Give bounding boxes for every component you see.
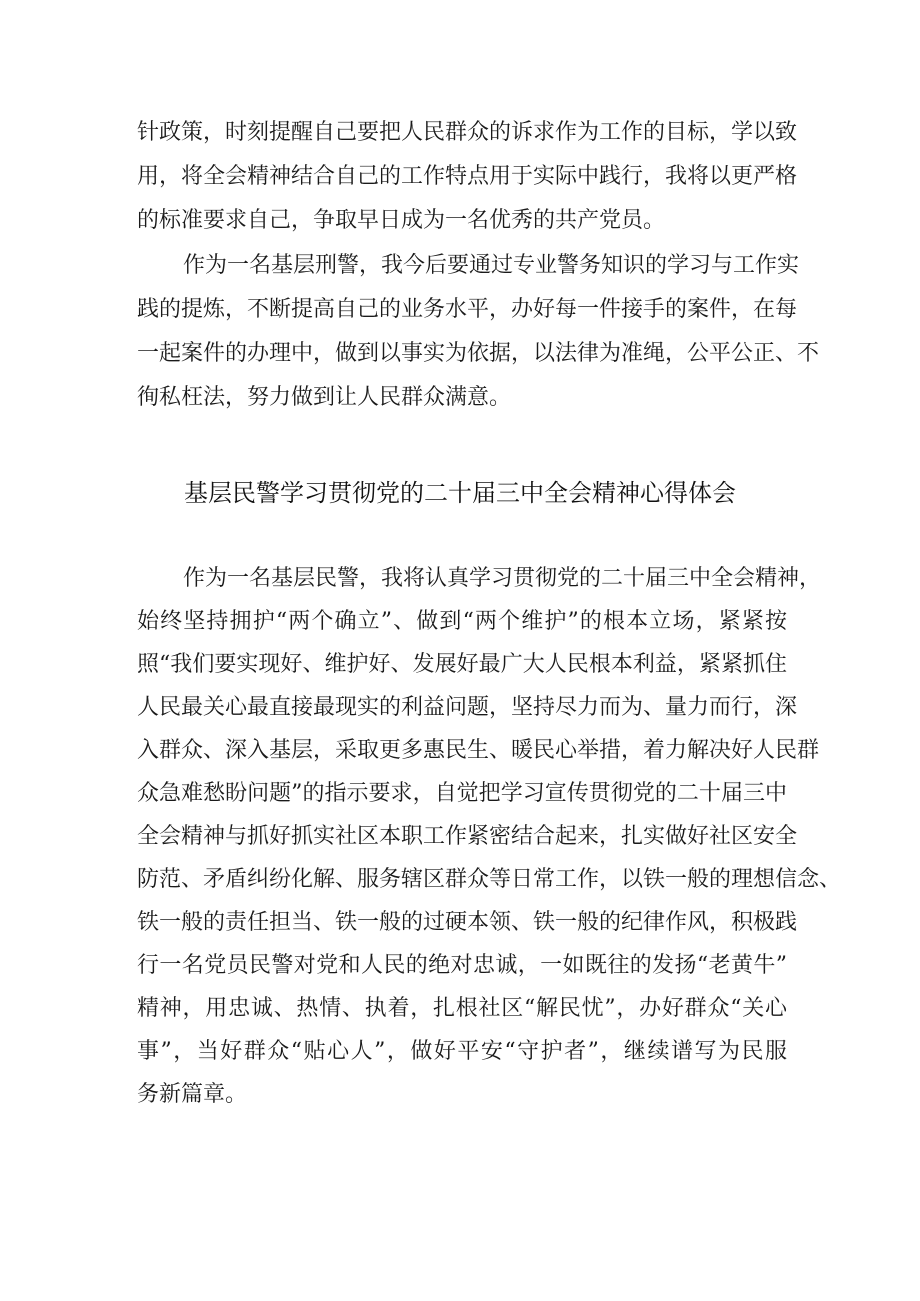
paragraph-line: 用，将全会精神结合自己的工作特点用于实际中践行，我将以更严格 [137,164,798,189]
paragraph-line: 全会精神与抓好抓实社区本职工作紧密结合起来，扎实做好社区安全 [137,824,798,849]
paragraph-line: 入群众、深入基层，采取更多惠民生、暖民心举措，着力解决好人民群 [137,738,820,763]
paragraph-line: 精神，用忠诚、热情、执着，扎根社区“解民忧”，办好群众“关心 [137,996,787,1021]
paragraph-line: 作为一名基层刑警，我今后要通过专业警务知识的学习与工作实 [183,253,800,278]
paragraph-line: 铁一般的责任担当、铁一般的过硬本领、铁一般的纪律作风，积极践 [137,910,798,935]
article-title: 基层民警学习贯彻党的二十届三中全会精神心得体会 [184,479,736,507]
paragraph-line: 务新篇章。 [137,1082,248,1107]
paragraph-line: 践的提炼，不断提高自己的业务水平，办好每一件接手的案件，在每 [137,297,798,322]
paragraph-line: 作为一名基层民警，我将认真学习贯彻党的二十届三中全会精神， [183,566,822,591]
paragraph-line: 始终坚持拥护“两个确立”、做到“两个维护”的根本立场，紧紧按 [137,609,787,634]
paragraph-line: 针政策，时刻提醒自己要把人民群众的诉求作为工作的目标，学以致 [137,120,798,145]
paragraph-line: 的标准要求自己，争取早日成为一名优秀的共产党员。 [137,208,666,233]
paragraph-line: 一起案件的办理中，做到以事实为依据，以法律为准绳，公平公正、不 [137,341,820,366]
paragraph-line: 照“我们要实现好、维护好、发展好最广大人民根本利益，紧紧抓住 [137,652,787,677]
paragraph-line: 事”，当好群众“贴心人”，做好平安“守护者”，继续谱写为民服 [137,1039,787,1064]
paragraph-line: 众急难愁盼问题”的指示要求，自觉把学习宣传贯彻党的二十届三中 [137,781,787,806]
paragraph-line: 防范、矛盾纠纷化解、服务辖区群众等日常工作，以铁一般的理想信念、 [137,867,842,892]
paragraph-line: 徇私枉法，努力做到让人民群众满意。 [137,385,512,410]
paragraph-line: 行一名党员民警对党和人民的绝对忠诚，一如既往的发扬“老黄牛” [137,953,787,978]
paragraph-line: 人民最关心最直接最现实的利益问题，坚持尽力而为、量力而行，深 [137,695,798,720]
